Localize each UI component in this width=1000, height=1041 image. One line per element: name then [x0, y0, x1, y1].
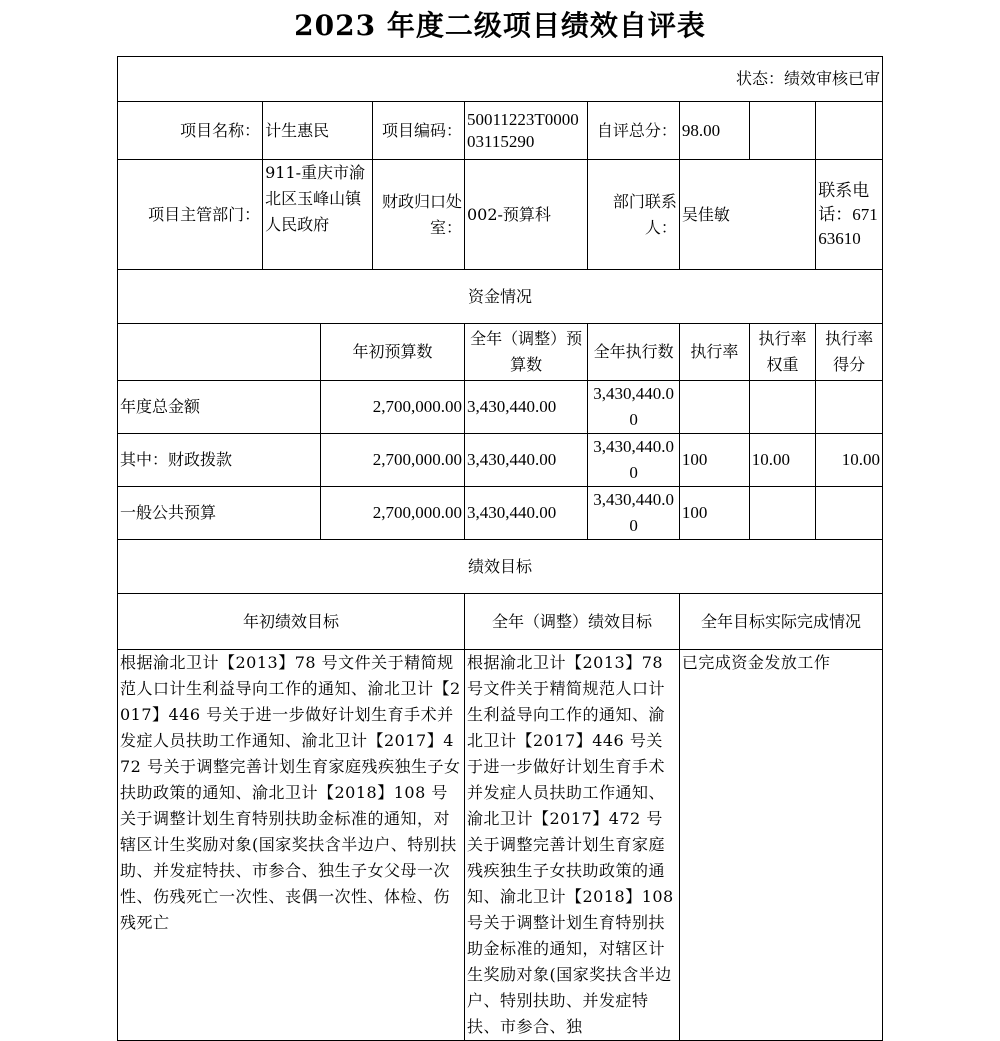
fund-cell: [679, 381, 749, 434]
funds-header: 全年执行数: [588, 324, 680, 381]
goals-section-title: 绩效目标: [118, 540, 883, 594]
fund-cell: 10.00: [749, 434, 816, 487]
fund-cell: [816, 381, 883, 434]
funds-header: 执行率权重: [749, 324, 816, 381]
fund-row-label: 其中：财政拨款: [118, 434, 321, 487]
table-row: [118, 381, 883, 434]
status-text: 状态：绩效审核已审: [118, 57, 883, 102]
phone-label: 联系电话：: [818, 180, 870, 224]
project-code-value: 50011223T000003115290: [464, 102, 587, 160]
fund-cell: 3,430,440.00: [464, 434, 587, 487]
funds-header: 年初预算数: [320, 324, 464, 381]
actual-completion-text: 已完成资金发放工作: [679, 650, 882, 1041]
fund-row-label: 年度总金额: [118, 381, 321, 434]
project-code-label: 项目编码：: [373, 102, 465, 160]
finance-office-value: 002-预算科: [464, 160, 587, 270]
fund-cell: [749, 487, 816, 540]
project-name-value: 计生惠民: [263, 102, 373, 160]
fund-cell: 3,430,440.00: [588, 381, 680, 434]
fund-cell: [749, 381, 816, 434]
funds-header: 执行率: [679, 324, 749, 381]
empty-cell: [749, 102, 816, 160]
page-title: 2023 年度二级项目绩效自评表: [294, 9, 706, 42]
empty-cell: [816, 102, 883, 160]
self-score-value: 98.00: [679, 102, 749, 160]
table-row: [118, 487, 883, 540]
phone-value: 67163610: [818, 204, 878, 248]
goals-header-initial: 年初绩效目标: [118, 594, 465, 650]
fund-cell: 3,430,440.00: [464, 381, 587, 434]
fund-cell: 3,430,440.00: [464, 487, 587, 540]
dept-label: 项目主管部门：: [118, 160, 263, 270]
fund-cell: 3,430,440.00: [588, 434, 680, 487]
fund-cell: 2,700,000.00: [320, 381, 464, 434]
fund-row-label: 一般公共预算: [118, 487, 321, 540]
goals-header-adjusted: 全年（调整）绩效目标: [464, 594, 679, 650]
initial-goal-text: 根据渝北卫计【2013】78 号文件关于精简规范人口计生利益导向工作的通知、渝北卫计【2017】446 号关于进一步做好计划生育手术并发症人员扶助工作通知、渝北卫计【2017】472 号关于调整完善计划生育家庭残疾独生子女扶助政策的通知、渝北卫计【2018】108 号关于调整计划生育特别扶助金标准的通知，对辖区计生奖励对象(国家奖扶含半边户、特别扶助、并发症特扶、市参合、独生子女父母一次性、伤残死亡一次性、丧偶一次性、体检、伤残死亡: [118, 650, 465, 1041]
fund-cell: 100: [679, 487, 749, 540]
contact-value: 吴佳敏: [679, 160, 815, 270]
table-row: [118, 434, 883, 487]
funds-section-title: 资金情况: [118, 270, 883, 324]
fund-cell: [816, 487, 883, 540]
fund-cell: 3,430,440.00: [588, 487, 680, 540]
dept-value: 911-重庆市渝北区玉峰山镇人民政府: [263, 160, 373, 270]
funds-header: 执行率得分: [816, 324, 883, 381]
goals-header-actual: 全年目标实际完成情况: [679, 594, 882, 650]
self-score-label: 自评总分：: [588, 102, 680, 160]
fund-cell: 100: [679, 434, 749, 487]
finance-office-label: 财政归口处室：: [373, 160, 465, 270]
project-name-label: 项目名称：: [118, 102, 263, 160]
fund-cell: 2,700,000.00: [320, 434, 464, 487]
evaluation-form-table: [117, 56, 883, 1041]
fund-cell: 2,700,000.00: [320, 487, 464, 540]
phone-cell: [816, 160, 883, 270]
adjusted-goal-text: 根据渝北卫计【2013】78 号文件关于精简规范人口计生利益导向工作的通知、渝北卫计【2017】446 号关于进一步做好计划生育手术并发症人员扶助工作通知、渝北卫计【2017】472 号关于调整完善计划生育家庭残疾独生子女扶助政策的通知、渝北卫计【2018】108 号关于调整计划生育特别扶助金标准的通知，对辖区计生奖励对象(国家奖扶含半边户、特别扶助、并发症特扶、市参合、独: [464, 650, 679, 1041]
fund-cell: 10.00: [816, 434, 883, 487]
contact-label: 部门联系人：: [588, 160, 680, 270]
funds-header: [118, 324, 321, 381]
funds-header: 全年（调整）预算数: [464, 324, 587, 381]
